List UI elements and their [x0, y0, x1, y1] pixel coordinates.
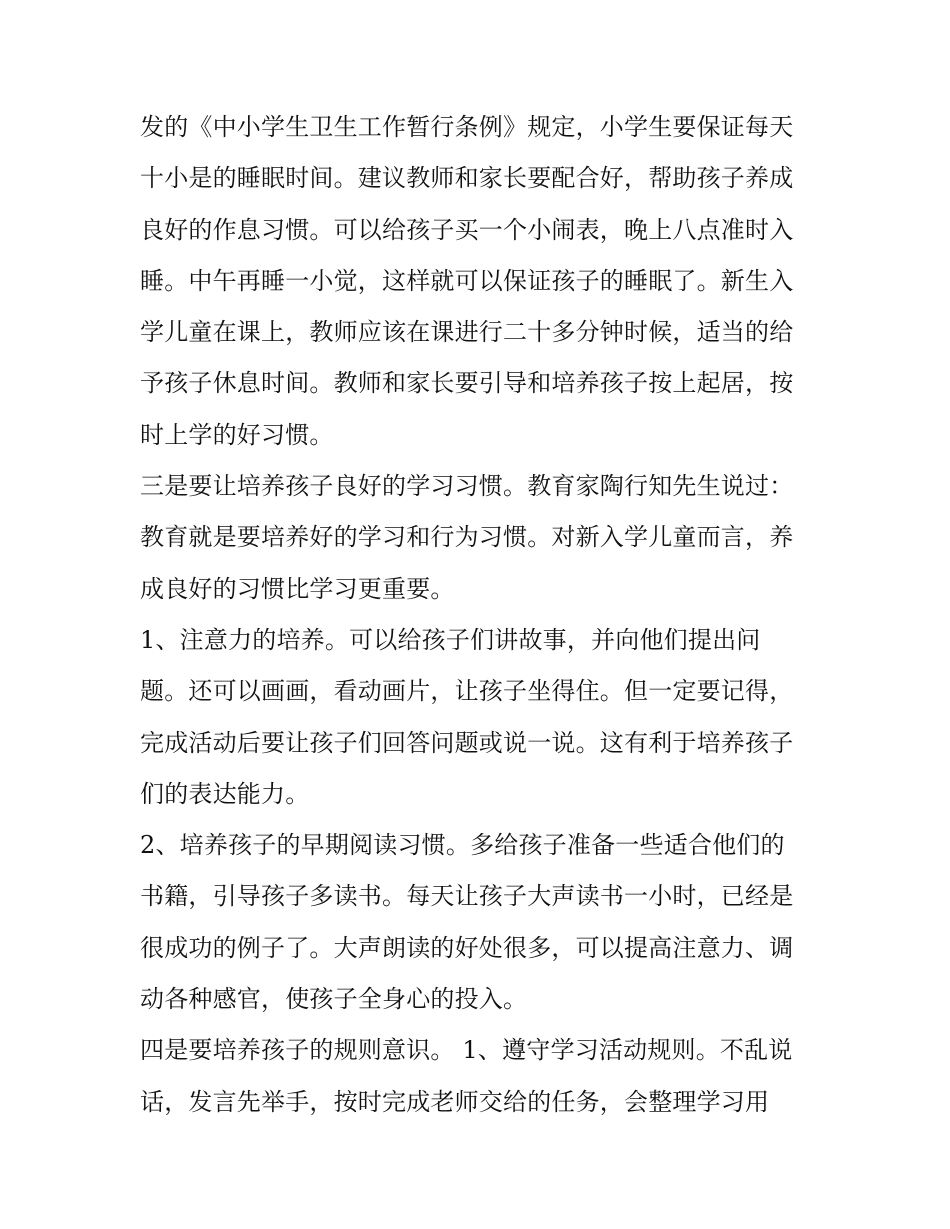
list-item-line: 2、培养孩子的早期阅读习惯。多给孩子准备一些适合他们的 [140, 831, 785, 860]
list-item-line: 1、注意力的培养。可以给孩子们讲故事，并向他们提出问 [140, 625, 761, 654]
section-heading-line: 三是要让培养孩子良好的学习习惯。教育家陶行知先生说过： [140, 472, 794, 501]
text-line: 们的表达能力。 [140, 779, 310, 808]
text-line: 十小是的睡眠时间。建议教师和家长要配合好，帮助孩子养成 [140, 164, 794, 193]
text-line: 话，发言先举手，按时完成老师交给的任务，会整理学习用 [140, 1087, 770, 1116]
section-heading-line: 四是要培养孩子的规则意识。 1、遵守学习活动规则。不乱说 [140, 1036, 793, 1065]
text-line: 发的《中小学生卫生工作暂行条例》规定，小学生要保证每天 [140, 113, 794, 141]
text-line: 成良好的习惯比学习更重要。 [140, 574, 455, 603]
text-line: 题。还可以画画，看动画片，让孩子坐得住。但一定要记得， [140, 677, 794, 706]
text-line: 学儿童在课上，教师应该在课进行二十多分钟时候，适当的给 [140, 318, 794, 347]
text-line: 很成功的例子了。大声朗读的好处很多，可以提高注意力、调 [140, 933, 794, 962]
text-line: 教育就是要培养好的学习和行为习惯。对新入学儿童而言，养 [140, 523, 794, 552]
text-line: 动各种感官，使孩子全身心的投入。 [140, 985, 528, 1014]
text-line: 时上学的好习惯。 [140, 420, 334, 449]
text-line: 予孩子休息时间。教师和家长要引导和培养孩子按上起居，按 [140, 369, 794, 398]
text-line: 书籍，引导孩子多读书。每天让孩子大声读书一小时，已经是 [140, 882, 794, 911]
text-line: 良好的作息习惯。可以给孩子买一个小闹表，晚上八点准时入 [140, 215, 794, 244]
text-line: 睡。中午再睡一小觉，这样就可以保证孩子的睡眠了。新生入 [140, 266, 794, 295]
document-body [140, 102, 820, 1128]
text-line: 完成活动后要让孩子们回答问题或说一说。这有利于培养孩子 [140, 728, 794, 757]
